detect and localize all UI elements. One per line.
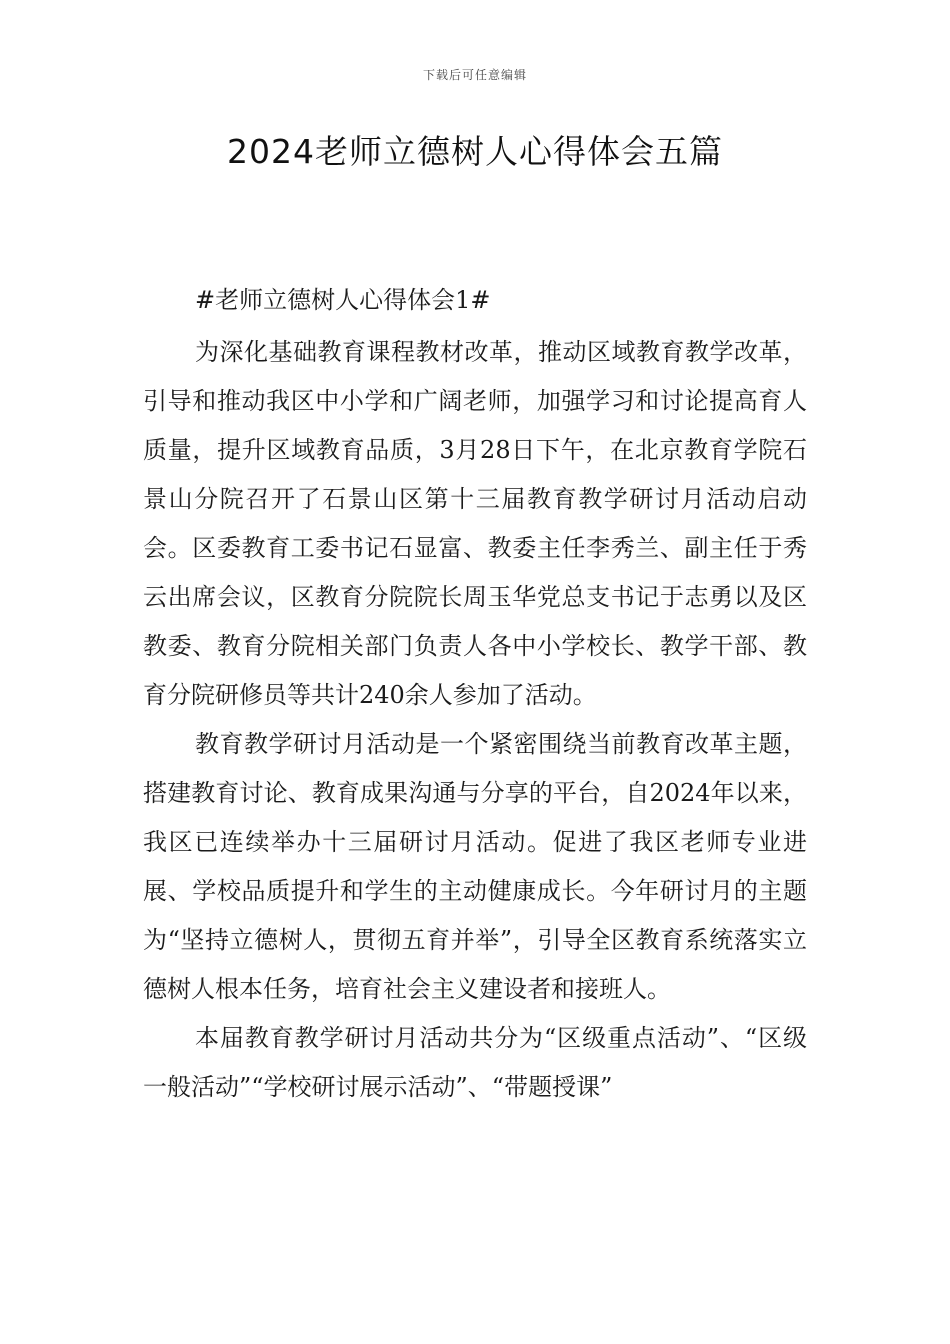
paragraph-2: 教育教学研讨月活动是一个紧密围绕当前教育改革主题，搭建教育讨论、教育成果沟通与分享的平台，自2024年以来，我区已连续举办十三届研讨月活动。促进了我区老师专业进展、学校品质提升和学生的主动健康成长。今年研讨月的主题为“坚持立德树人，贯彻五育并举”，引导全区教育系统落实立德树人根本任务，培育社会主义建设者和接班人。: [143, 730, 807, 1003]
paragraph-1: 为深化基础教育课程教材改革，推动区域教育教学改革，引导和推动我区中小学和广阔老师，加强学习和讨论提高育人质量，提升区域教育品质，3月28日下午，在北京教育学院石景山分院召开了石景山区第十三届教育教学研讨月活动启动会。区委教育工委书记石显富、教委主任李秀兰、副主任于秀云出席会议，区教育分院院长周玉华党总支书记于志勇以及区教委、教育分院相关部门负责人各中小学校长、教学干部、教育分院研修员等共计240余人参加了活动。: [143, 338, 807, 709]
paragraph-3: 本届教育教学研讨月活动共分为“区级重点活动”、“区级一般活动”“学校研讨展示活动”、“带题授课”: [143, 1024, 807, 1101]
section-heading: #老师立德树人心得体会1#: [195, 286, 491, 314]
document-title: 2024老师立德树人心得体会五篇: [227, 132, 723, 171]
header-note: 下载后可任意编辑: [422, 68, 527, 82]
document-body: [143, 280, 807, 1112]
